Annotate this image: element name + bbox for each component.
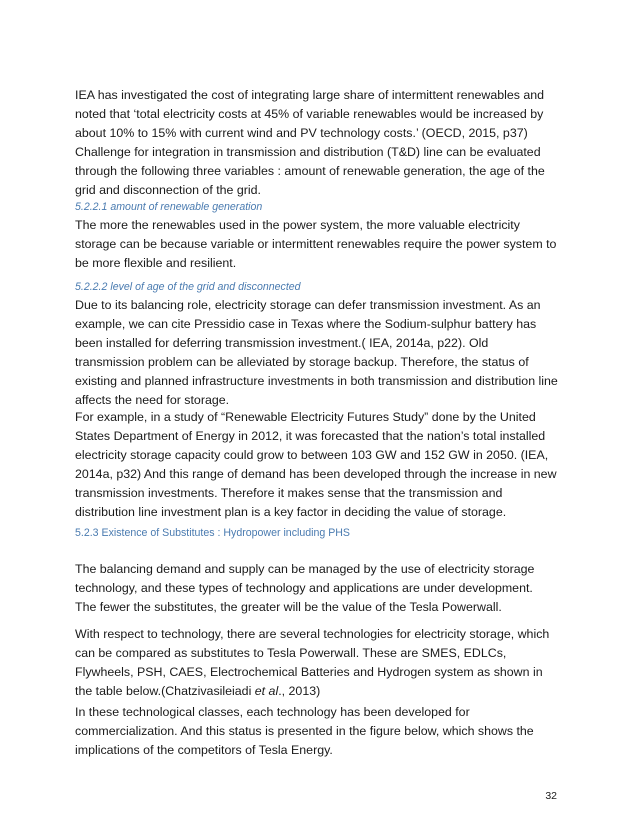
text-line: With respect to technology, there are several technologies for electricity storage, which [75, 627, 550, 641]
text-line: 2014a, p32) And this range of demand has been developed through the increase in new [75, 467, 557, 481]
text-line: The fewer the substitutes, the greater will be the value of the Tesla Powerwall. [75, 600, 502, 614]
text-line: be more flexible and resilient. [75, 256, 237, 270]
citation-suffix: ., 2013) [278, 684, 321, 698]
text-line: technology, and these types of technology and applications are under development. [75, 581, 533, 595]
section-heading: 5.2.2.2 level of age of the grid and disconnected [75, 281, 301, 293]
text-line: about 10% to 15% with current wind and PV technology costs.’ (OECD, 2015, p37) [75, 126, 528, 140]
text-line: affects the need for storage. [75, 393, 230, 407]
text-line: Challenge for integration in transmission and distribution (T&D) line can be evaluated [75, 145, 541, 159]
page-number: 32 [545, 790, 557, 802]
paragraph-balancing-demand [75, 560, 575, 617]
text-line: been installed for deferring transmission investment.( IEA, 2014a, p22). Old [75, 336, 489, 350]
text-line: through the following three variables : amount of renewable generation, the age of the [75, 164, 545, 178]
paragraph-technologies [75, 625, 575, 701]
citation-prefix: the table below.(Chatzivasileiadi [75, 684, 255, 698]
heading-substitutes [75, 526, 575, 540]
heading-amount-renewable [75, 200, 575, 214]
text-line: States Department of Energy in 2012, it was forecasted that the nation’s total installed [75, 429, 546, 443]
text-line: The balancing demand and supply can be managed by the use of electricity storage [75, 562, 535, 576]
text-line: Due to its balancing role, electricity storage can defer transmission investment. As an [75, 298, 541, 312]
section-heading: 5.2.2.1 amount of renewable generation [75, 201, 263, 213]
text-line: The more the renewables used in the power system, the more valuable electricity [75, 218, 520, 232]
paragraph-balancing-role [75, 296, 575, 410]
text-line: In these technological classes, each technology has been developed for [75, 705, 470, 719]
text-line: distribution line investment plan is a key factor in deciding the value of storage. [75, 505, 507, 519]
text-line: implications of the competitors of Tesla Energy. [75, 743, 333, 757]
text-line: noted that ‘total electricity costs at 45% of variable renewables would be increased by [75, 107, 544, 121]
heading-grid-age [75, 280, 575, 294]
paragraph-for-example [75, 408, 575, 522]
text-line: For example, in a study of “Renewable Electricity Futures Study” done by the United [75, 410, 536, 424]
text-line: grid and disconnection of the grid. [75, 183, 261, 197]
text-line: transmission investments. Therefore it makes sense that the transmission and [75, 486, 503, 500]
paragraph-iea-cost [75, 86, 575, 200]
citation-et-al: et al [254, 684, 279, 698]
text-line: electricity storage capacity could grow to between 103 GW and 152 GW in 2050. (IEA, [75, 448, 549, 462]
text-line: can be compared as substitutes to Tesla Powerwall. These are SMES, EDLCs, [75, 646, 507, 660]
text-line: storage can be because variable or intermittent renewables require the power system to [75, 237, 557, 251]
paragraph-more-renewables [75, 216, 575, 273]
text-line: commercialization. And this status is presented in the figure below, which shows the [75, 724, 534, 738]
text-line: transmission problem can be alleviated by storage backup. Therefore, the status of [75, 355, 529, 369]
text-line [75, 682, 575, 701]
section-heading: 5.2.3 Existence of Substitutes : Hydropower including PHS [75, 527, 350, 539]
text-line: IEA has investigated the cost of integrating large share of intermittent renewables and [75, 88, 545, 102]
text-line: example, we can cite Pressidio case in Texas where the Sodium-sulphur battery has [75, 317, 537, 331]
text-line: Flywheels, PSH, CAES, Electrochemical Batteries and Hydrogen system as shown in [75, 665, 543, 679]
paragraph-technological-classes [75, 703, 575, 760]
text-line: existing and planned infrastructure investments in both transmission and distribution line [75, 374, 558, 388]
